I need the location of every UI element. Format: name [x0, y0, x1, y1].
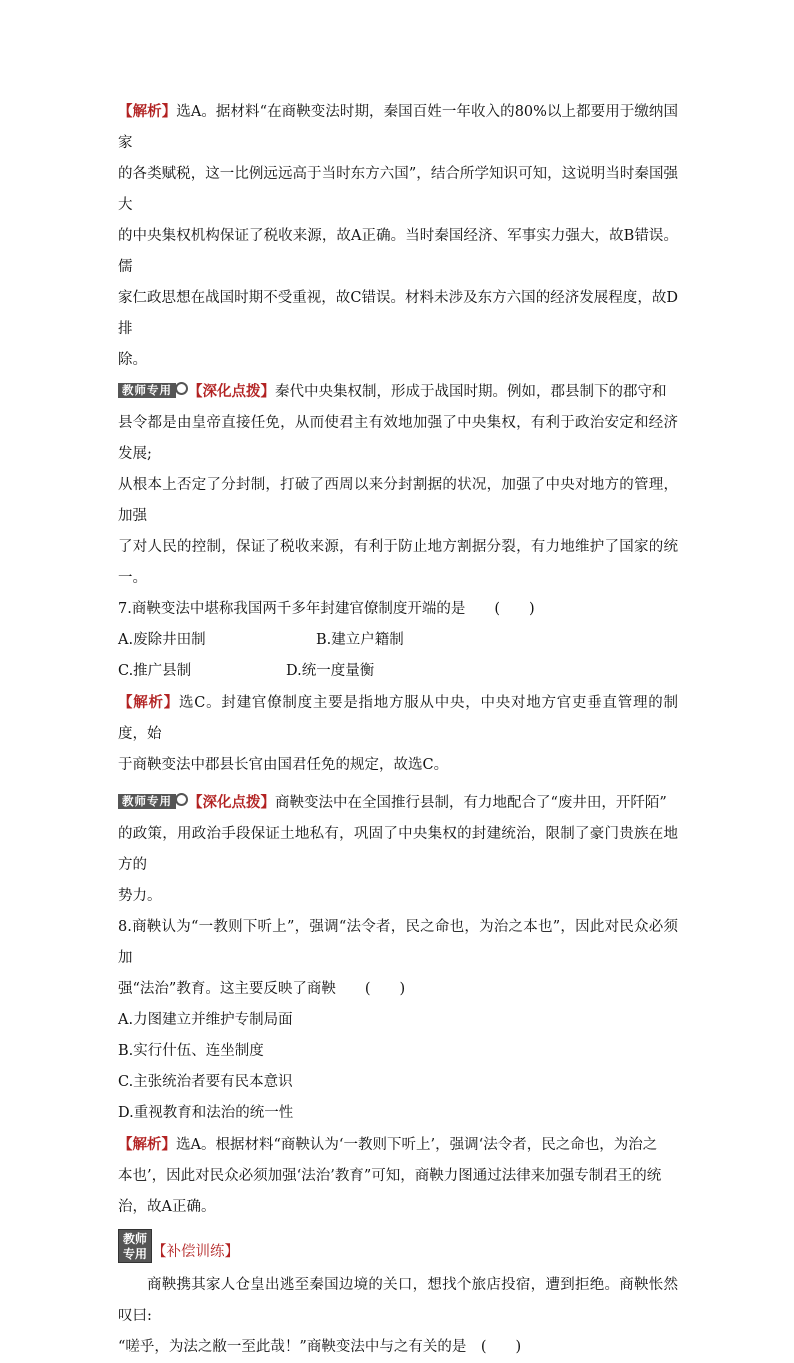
analysis-line: 的各类赋税，这一比例远远高于当时东方六国”，结合所学知识可知，这说明当时秦国强大 [118, 166, 678, 213]
teacher-only-badge: 教师专用 [118, 794, 176, 809]
deepen-line: 的政策，用政治手段保证土地私有，巩固了中央集权的封建统治，限制了豪门贵族在地方的 [118, 826, 678, 873]
teacher-only-badge: 教师专用 [118, 383, 176, 398]
deepen-line [118, 787, 678, 819]
analysis-line [118, 1129, 678, 1161]
analysis-line: 治，故A正确。 [118, 1199, 216, 1215]
teacher-only-stamp: 教师 专用 [118, 1229, 152, 1263]
deepen-line: 从根本上否定了分封制，打破了西周以来分封割据的状况，加强了中央对地方的管理，加强 [118, 477, 678, 524]
analysis-block-1 [118, 96, 678, 376]
option-d[interactable]: D.重视教育和法治的统一性 [118, 1105, 294, 1121]
analysis-line: 于商鞅变法中郡县长官由国君任免的规定，故选C。 [118, 757, 449, 773]
deepen-text: 商鞅变法中在全国推行县制，有力地配合了“废井田，开阡陌” [275, 795, 667, 811]
analysis-text: 选A。据材料“在商鞅变法时期，秦国百姓一年收入的80%以上都要用于缴纳国家 [118, 104, 678, 151]
question-stem: 8.商鞅认为“一教则下听上”，强调“法令者，民之命也，为治之本也”，因此对民众必须加 [118, 919, 678, 966]
analysis-tag: 【解析】 [118, 1136, 176, 1153]
compensation-block [118, 1229, 678, 1363]
deepen-block-1 [118, 376, 678, 594]
analysis-text: 选A。根据材料“商鞅认为‘一教则下听上’，强调‘法令者，民之命也，为治之 [176, 1137, 658, 1153]
analysis-line [118, 96, 678, 159]
deepen-line: 势力。 [118, 888, 162, 904]
option-a[interactable]: A.废除井田制 [118, 632, 206, 648]
question-stem: 7.商鞅变法中堪称我国两千多年封建官僚制度开端的是 ( ) [118, 601, 535, 617]
compensation-line: “嗟乎，为法之敝一至此哉！”商鞅变法中与之有关的是 ( ) [118, 1339, 522, 1355]
compensation-tag: 【补偿训练】 [152, 1244, 239, 1260]
analysis-line [118, 687, 678, 750]
analysis-tag: 【解析】 [118, 103, 177, 120]
option-b[interactable]: B.建立户籍制 [316, 632, 404, 648]
deepen-line: 了对人民的控制，保证了税收来源，有利于防止地方割据分裂，有力地维护了国家的统一。 [118, 539, 678, 586]
compensation-heading [118, 1229, 678, 1270]
deepen-tag: 【深化点拨】 [188, 383, 275, 400]
question-7 [118, 594, 678, 687]
option-a[interactable]: A.力图建立并维护专制局面 [118, 1012, 293, 1028]
deepen-line [118, 376, 678, 408]
option-row [118, 656, 678, 687]
analysis-block-3 [118, 1129, 678, 1223]
deepen-line: 县令都是由皇帝直接任免，从而使君主有效地加强了中央集权，有利于政治安定和经济发展; [118, 415, 678, 462]
analysis-tag: 【解析】 [118, 694, 179, 711]
deepen-block-2 [118, 787, 678, 912]
option-d[interactable]: D.统一度量衡 [286, 663, 375, 679]
analysis-line: 的中央集权机构保证了税收来源，故A正确。当时秦国经济、军事实力强大，故B错误。儒 [118, 228, 678, 275]
option-c[interactable]: C.推广县制 [118, 663, 192, 679]
analysis-line: 除。 [118, 352, 147, 368]
deepen-tag: 【深化点拨】 [188, 794, 275, 811]
badge-circle-icon [175, 382, 188, 395]
option-b[interactable]: B.实行什伍、连坐制度 [118, 1043, 264, 1059]
badge-circle-icon [175, 793, 188, 806]
question-stem: 强“法治”教育。这主要反映了商鞅 ( ) [118, 981, 406, 997]
compensation-line: 商鞅携其家人仓皇出逃至秦国边境的关口，想找个旅店投宿，遭到拒绝。商鞅怅然叹曰: [118, 1277, 678, 1324]
option-row [118, 625, 678, 656]
question-8 [118, 912, 678, 1129]
analysis-text: 选C。封建官僚制度主要是指地方服从中央，中央对地方官吏垂直管理的制度，始 [118, 695, 679, 742]
option-c[interactable]: C.主张统治者要有民本意识 [118, 1074, 293, 1090]
analysis-line: 本也’，因此对民众必须加强‘法治’教育”可知，商鞅力图通过法律来加强专制君王的统 [118, 1168, 662, 1184]
document-content [118, 96, 678, 1363]
deepen-text: 秦代中央集权制，形成于战国时期。例如，郡县制下的郡守和 [275, 384, 667, 400]
analysis-line: 家仁政思想在战国时期不受重视，故C错误。材料未涉及东方六国的经济发展程度，故D排 [118, 290, 678, 337]
analysis-block-2 [118, 687, 678, 781]
